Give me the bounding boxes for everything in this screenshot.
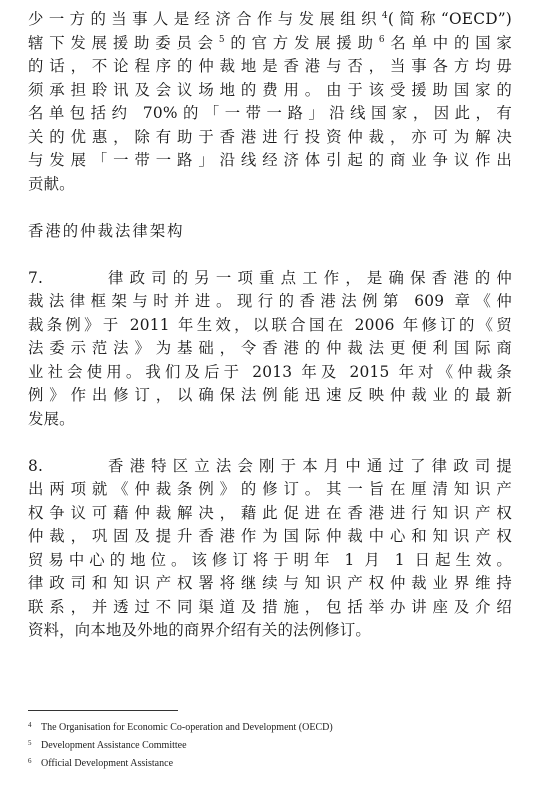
text-line: 少一方的当事人是经济合作与发展组织$^4$(简称“OECD”) — [28, 10, 513, 28]
footnote-6: 6 Official Development Assistance — [28, 757, 174, 769]
text-line: 裁法律框架与时并进。现行的香港法例第 609 章《仲 — [28, 292, 512, 310]
text-line: 例》作出修订，以确保法例能迅速反映仲裁业的最新 — [28, 386, 512, 404]
paragraph-number: 7. — [28, 268, 44, 287]
footnotes — [28, 716, 508, 770]
section-heading: 香港的仲裁法律架构 — [28, 221, 185, 240]
text-line: 贡献。 — [28, 174, 75, 193]
text-line: 辖下发展援助委员会$^5$的官方发展援助$^6$名单中的国家 — [28, 33, 512, 52]
paragraph-8 — [28, 455, 512, 643]
text-line: 须承担聆讯及会议场地的费用。由于该受援助国家的 — [28, 80, 512, 99]
footnote-divider — [28, 710, 178, 711]
text-line: 7. 律政司的另一项重点工作，是确保香港的仲 — [28, 267, 512, 291]
footnote-ref-5[interactable]: 5 — [218, 34, 225, 45]
text-line: 发展。 — [28, 409, 75, 428]
text-line: 法委示范法》为基础，令香港的仲裁法更便利国际商 — [28, 339, 512, 357]
footnote-ref-6[interactable]: 6 — [378, 34, 385, 45]
text-line: 资料，向本地及外地的商界介绍有关的法例修订。 — [28, 621, 371, 639]
text-line: 出两项就《仲裁条例》的修订。其一旨在厘清知识产 — [28, 480, 512, 498]
footnote-ref-4[interactable]: 4 — [381, 11, 388, 21]
paragraph-number: 8. — [28, 456, 44, 475]
paragraph-intro — [28, 8, 512, 196]
text-line: 的话，不论程序的仲裁地是香港与否，当事各方均毋 — [28, 57, 512, 75]
footnote-5: 5 Development Assistance Committee — [28, 739, 187, 751]
text-line: 业社会使用。我们及后于 2013 年及 2015 年对《仲裁条 — [28, 362, 512, 381]
text-line: 与发展「一带一路」沿线经济体引起的商业争议作出 — [28, 151, 512, 169]
text-line: 名单包括约 70%的「一带一路」沿线国家，因此，有 — [28, 104, 512, 122]
text-line: 裁条例》于 2011 年生效，以联合国在 2006 年修订的《贸 — [28, 315, 512, 334]
text-line: 律政司和知识产权署将继续与知识产权仲裁业界维持 — [28, 574, 512, 592]
text-line: 关的优惠，除有助于香港进行投资仲裁，亦可为解决 — [28, 127, 512, 146]
text-line: 权争议可藉仲裁解决，藉此促进在香港进行知识产权 — [28, 503, 512, 522]
body-text — [28, 8, 512, 643]
footnote-4: 4 The Organisation for Economic Co-operation and Development (OECD) — [28, 721, 333, 733]
text-line: 联系，并透过不同渠道及措施，包括举办讲座及介绍 — [28, 597, 512, 616]
text-line: 贸易中心的地位。该修订将于明年 1 月 1 日起生效。 — [28, 550, 512, 569]
text-line: 仲裁，巩固及提升香港作为国际仲裁中心和知识产权 — [28, 527, 512, 545]
paragraph-7 — [28, 267, 512, 432]
text-line: 8. 香港特区立法会刚于本月中通过了律政司提 — [28, 455, 512, 479]
